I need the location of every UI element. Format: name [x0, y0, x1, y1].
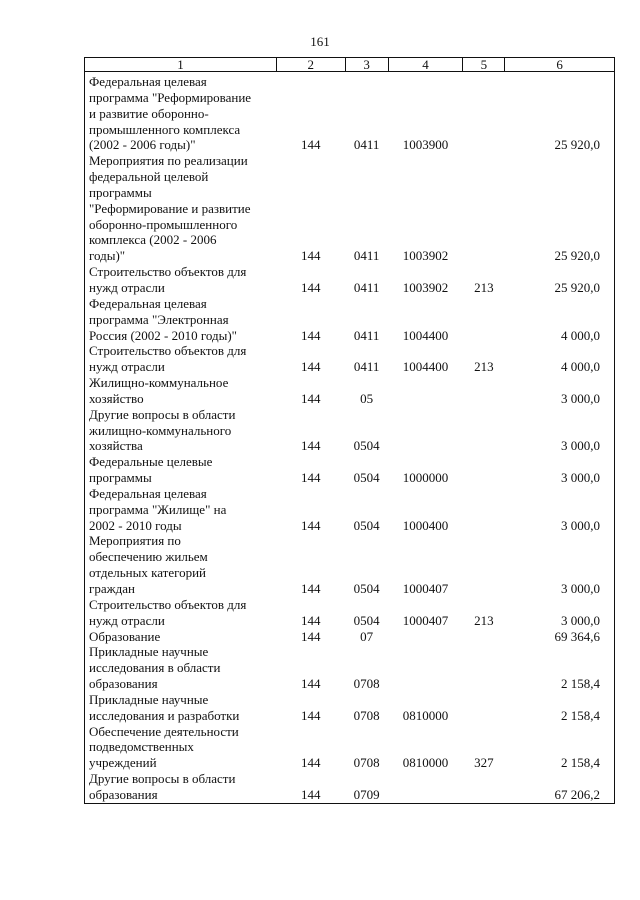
row-name-line: Образование: [89, 628, 161, 644]
table-row: [85, 454, 615, 486]
row-name-line: учреждений: [89, 755, 157, 771]
row-c3-cell: 0504: [353, 470, 380, 486]
row-c5-cell: [463, 486, 505, 534]
row-name-cell: [85, 454, 277, 486]
row-name-cell: [85, 296, 277, 344]
row-name-cell: [85, 692, 277, 724]
row-name-line: Федеральная целевая: [89, 485, 207, 501]
row-c5-cell: 213: [474, 359, 494, 375]
row-name-cell: [85, 629, 277, 645]
row-c2-cell: 144: [301, 517, 321, 533]
row-name-line: нужд отрасли: [89, 612, 165, 628]
row-c4-cell: [388, 644, 463, 692]
row-c3-cell: 0411: [353, 137, 380, 153]
row-c4-cell: [388, 629, 463, 645]
table-row: [85, 644, 615, 692]
row-c2-cell: 144: [301, 327, 321, 343]
row-name-line: Строительство объектов для: [89, 343, 247, 359]
row-c6-cell: 3 000,0: [505, 454, 615, 486]
row-name-line: Строительство объектов для: [89, 264, 247, 280]
row-name-line: и развитие оборонно-: [89, 105, 209, 121]
row-c6-cell: 4 000,0: [505, 343, 615, 375]
row-name-cell: [85, 264, 277, 296]
row-c6-cell: 3 000,0: [505, 407, 615, 455]
table-row: [85, 486, 615, 534]
row-c6-cell: 3 000,0: [505, 597, 615, 629]
row-c4-cell: 1003900: [402, 137, 449, 153]
row-c3-cell: 07: [360, 628, 374, 644]
row-c5-cell: [463, 296, 505, 344]
row-name-cell: [85, 72, 277, 154]
row-c2-cell: 144: [276, 771, 345, 803]
row-name-line: Россия (2002 - 2010 годы)": [89, 327, 237, 343]
row-c3-cell: 0411: [353, 359, 380, 375]
row-name-line: обеспечению жильем: [89, 549, 208, 565]
row-c6-cell: 25 920,0: [505, 264, 615, 296]
row-name-cell: [85, 533, 277, 596]
row-c2-cell: 144: [301, 359, 321, 375]
row-name-cell: [85, 597, 277, 629]
row-c3-cell: 0709: [345, 771, 388, 803]
row-c5-cell: 213: [474, 612, 494, 628]
row-c6-cell: 4 000,0: [505, 296, 615, 344]
table-row: [85, 692, 615, 724]
row-name-cell: [85, 486, 277, 534]
row-name-line: исследования в области: [89, 660, 221, 676]
row-name-line: жилищно-коммунального: [89, 422, 232, 438]
row-name-line: исследования и разработки: [89, 707, 240, 723]
row-name-line: годы)": [89, 248, 126, 264]
column-header-3: 3: [345, 58, 388, 72]
row-name-line: образования: [89, 786, 158, 802]
row-name-line: Другие вопросы в области: [89, 406, 236, 422]
row-name-line: "Реформирование и развитие: [89, 200, 251, 216]
row-c5-cell: [463, 72, 505, 154]
row-c4-cell: 1000000: [402, 470, 449, 486]
row-c4-cell: [388, 771, 463, 803]
row-c5-cell: [463, 375, 505, 407]
row-name-line: отдельных категорий: [89, 565, 207, 581]
row-name-line: хозяйство: [89, 390, 144, 406]
row-c6-cell: 67 206,2: [505, 771, 615, 803]
row-c2-cell: 144: [301, 390, 321, 406]
table-row: [85, 724, 615, 772]
row-name-line: Прикладные научные: [89, 644, 209, 660]
table-row: [85, 296, 615, 344]
row-c5-cell: [463, 153, 505, 264]
row-name-line: Строительство объектов для: [89, 596, 247, 612]
row-name-line: Другие вопросы в области: [89, 771, 236, 787]
row-name-cell: [85, 343, 277, 375]
table-row: [85, 629, 615, 645]
row-c3-cell: 0708: [353, 755, 380, 771]
row-c2-cell: 144: [301, 581, 321, 596]
row-name-line: граждан: [89, 581, 135, 596]
column-header-5: 5: [463, 58, 505, 72]
row-c6-cell: 25 920,0: [505, 72, 615, 154]
column-header-4: 4: [388, 58, 463, 72]
table-row: [85, 771, 615, 803]
table-row: [85, 375, 615, 407]
row-c2-cell: 144: [301, 612, 321, 628]
table-row: [85, 264, 615, 296]
row-c4-cell: 0810000: [402, 755, 449, 771]
row-c5-cell: 327: [474, 755, 494, 771]
row-c2-cell: 144: [301, 755, 321, 771]
table-row: [85, 533, 615, 596]
page-number: 161: [310, 34, 330, 49]
row-c2-cell: 144: [301, 628, 321, 644]
row-c4-cell: 1000407: [402, 581, 449, 596]
row-c3-cell: 0708: [353, 676, 380, 692]
row-name-line: подведомственных: [89, 739, 194, 755]
row-c3-cell: 0411: [353, 279, 380, 295]
row-name-line: Мероприятия по: [89, 533, 181, 549]
row-c6-cell: 2 158,4: [505, 692, 615, 724]
row-name-line: Федеральная целевая: [89, 295, 207, 311]
row-c5-cell: [463, 407, 505, 455]
row-name-line: Федеральные целевые: [89, 454, 213, 470]
row-c3-cell: 0411: [353, 248, 380, 264]
row-name-cell: [85, 407, 277, 455]
row-name-line: промышленного комплекса: [89, 121, 241, 137]
row-c6-cell: 3 000,0: [505, 486, 615, 534]
row-c4-cell: [388, 375, 463, 407]
row-c6-cell: 69 364,6: [505, 629, 615, 645]
row-c6-cell: 25 920,0: [505, 153, 615, 264]
row-name-line: оборонно-промышленного: [89, 216, 238, 232]
row-c5-cell: [463, 692, 505, 724]
row-name-line: (2002 - 2006 годы)": [89, 137, 196, 153]
row-c2-cell: 144: [301, 676, 321, 692]
row-c4-cell: 1003902: [402, 248, 449, 264]
row-name-line: хозяйства: [89, 438, 143, 454]
row-c5-cell: [463, 644, 505, 692]
column-header-6: 6: [505, 58, 615, 72]
row-name-cell: [85, 375, 277, 407]
row-name-cell: [85, 771, 277, 803]
row-c5-cell: [463, 629, 505, 645]
row-c3-cell: 0504: [353, 581, 380, 596]
row-c2-cell: 144: [301, 248, 321, 264]
row-name-line: образования: [89, 676, 158, 692]
row-c6-cell: 3 000,0: [505, 375, 615, 407]
row-c5-cell: [463, 771, 505, 803]
row-c5-cell: [463, 533, 505, 596]
row-c3-cell: 0504: [353, 517, 380, 533]
row-c2-cell: 144: [301, 707, 321, 723]
row-name-line: федеральной целевой: [89, 169, 209, 185]
table-body: [85, 72, 615, 804]
row-c5-cell: 213: [474, 279, 494, 295]
row-c3-cell: 0411: [353, 327, 380, 343]
row-c4-cell: 1003902: [402, 279, 449, 295]
table-header-row: [85, 58, 615, 72]
row-name-cell: [85, 724, 277, 772]
row-name-cell: [85, 644, 277, 692]
row-c6-cell: 2 158,4: [505, 724, 615, 772]
row-c2-cell: 144: [301, 438, 321, 454]
row-c6-cell: 3 000,0: [505, 533, 615, 596]
column-header-2: 2: [276, 58, 345, 72]
row-c2-cell: 144: [301, 137, 321, 153]
row-c2-cell: 144: [301, 470, 321, 486]
table-row: [85, 72, 615, 154]
budget-table: [84, 57, 615, 804]
row-name-line: Мероприятия по реализации: [89, 153, 248, 169]
row-name-line: программы: [89, 184, 152, 200]
row-c3-cell: 0504: [353, 612, 380, 628]
row-c2-cell: 144: [301, 279, 321, 295]
row-name-line: нужд отрасли: [89, 279, 165, 295]
row-c3-cell: 0708: [353, 707, 380, 723]
row-name-line: программа "Электронная: [89, 311, 229, 327]
row-name-line: Жилищно-коммунальное: [89, 375, 229, 391]
row-c4-cell: 1000400: [402, 517, 449, 533]
row-c4-cell: 0810000: [402, 707, 449, 723]
table-row: [85, 407, 615, 455]
row-name-line: 2002 - 2010 годы: [89, 517, 182, 533]
row-c4-cell: 1000407: [402, 612, 449, 628]
row-name-cell: [85, 153, 277, 264]
row-name-line: программа "Реформирование: [89, 89, 252, 105]
table-row: [85, 597, 615, 629]
row-name-line: программы: [89, 470, 152, 486]
row-name-line: программа "Жилище" на: [89, 501, 227, 517]
row-name-line: Обеспечение деятельности: [89, 723, 239, 739]
row-c6-cell: 2 158,4: [505, 644, 615, 692]
row-name-line: нужд отрасли: [89, 359, 165, 375]
row-name-line: Федеральная целевая: [89, 74, 207, 89]
row-c4-cell: [388, 407, 463, 455]
row-name-line: Прикладные научные: [89, 691, 209, 707]
row-c5-cell: [463, 454, 505, 486]
row-c4-cell: 1004400: [402, 359, 449, 375]
table-row: [85, 153, 615, 264]
row-name-line: комплекса (2002 - 2006: [89, 232, 217, 248]
table-row: [85, 343, 615, 375]
row-c4-cell: 1004400: [402, 327, 449, 343]
row-c3-cell: 05: [360, 390, 374, 406]
column-header-1: 1: [85, 58, 277, 72]
row-c3-cell: 0504: [353, 438, 380, 454]
